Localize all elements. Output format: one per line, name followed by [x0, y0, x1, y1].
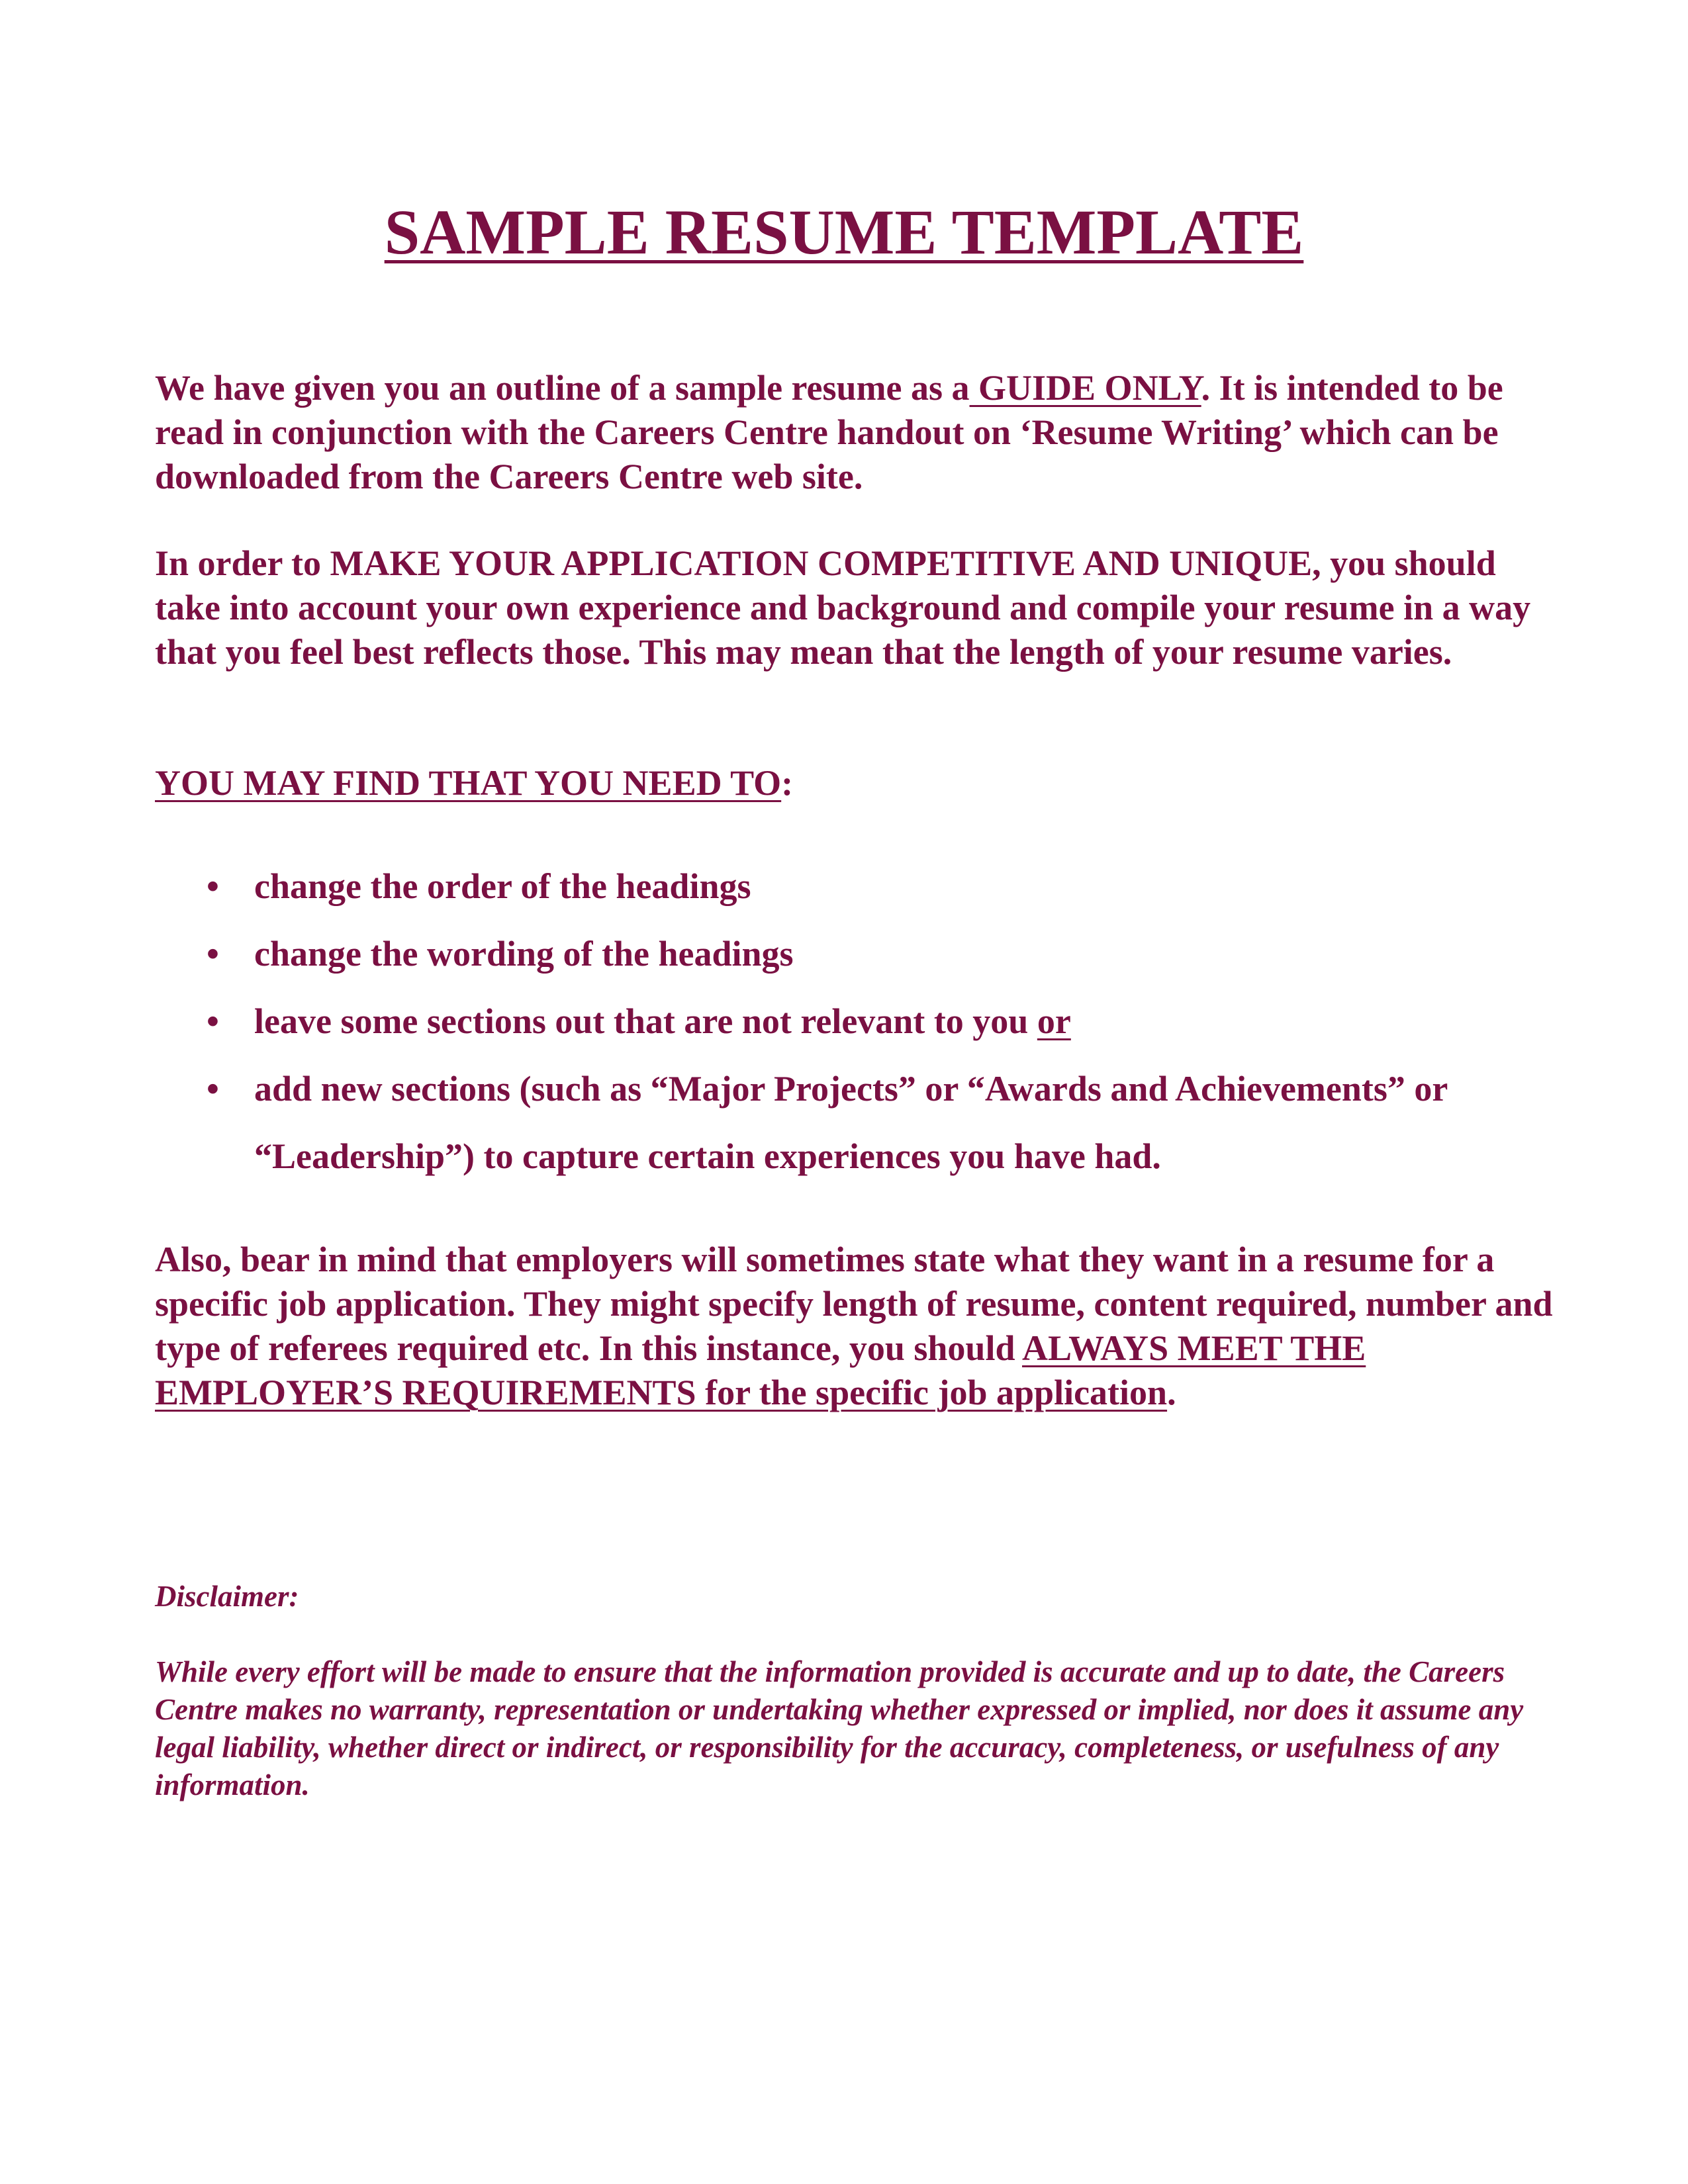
intro-text-before: We have given you an outline of a sample resume as a [155, 368, 970, 408]
disclaimer-text: While every effort will be made to ensure that the information provided is accurate and up to date, the Careers Centre makes no warranty, representation or undertaking whether expressed or implied, nor does it assume any legal liability, whether direct or indirect, or responsibility for the accuracy, completeness, or usefulness of any information. [155, 1655, 1524, 1801]
list-item [155, 987, 1558, 1055]
list-item-text: change the wording of the headings [254, 934, 794, 974]
bullet-icon: • [207, 1069, 219, 1109]
need-to-heading-colon: : [781, 763, 794, 803]
also-end: . [1167, 1373, 1176, 1412]
bullet-icon: • [207, 866, 219, 906]
list-item-text: leave some sections out that are not relevant to you [254, 1001, 1037, 1041]
intro-paragraph [155, 366, 1558, 499]
page-title-text: SAMPLE RESUME TEMPLATE [384, 197, 1304, 267]
need-to-heading [155, 761, 1558, 805]
need-to-heading-label: YOU MAY FIND THAT YOU NEED TO [155, 763, 782, 803]
also-text: Also, bear in mind that employers will sometimes state what they want in a resume for a specific job application. They might specify length of resume, content required, number and type of referees required etc. In this instance, you should [155, 1240, 1553, 1368]
always-meet-emphasis: ALWAYS MEET THE EMPLOYER’S REQUIREMENTS for the specific job application [155, 1328, 1366, 1412]
page-title [0, 197, 1688, 267]
list-item [155, 1055, 1558, 1190]
suggestions-list [155, 852, 1558, 1190]
competitive-paragraph: In order to MAKE YOUR APPLICATION COMPETITIVE AND UNIQUE, you should take into account your own experience and background and compile your resume in a way that you feel best reflects those. This may mean that the length of your resume varies. [155, 543, 1531, 672]
list-item [155, 852, 1558, 920]
or-emphasis: or [1037, 1001, 1071, 1041]
bullet-icon: • [207, 1001, 219, 1041]
disclaimer-label: Disclaimer: [155, 1580, 299, 1613]
list-item-text: add new sections (such as “Major Projects” or “Awards and Achievements” or “Leadership”) to capture certain experiences you have had. [254, 1069, 1448, 1176]
intro-text-after: . It is intended to be read in conjunction with the Careers Centre handout on ‘Resume Writing’ which can be downloaded from the Careers Centre web site. [155, 368, 1503, 496]
bullet-icon: • [207, 934, 219, 974]
list-item [155, 920, 1558, 987]
guide-only-emphasis: GUIDE ONLY [969, 368, 1201, 408]
employer-requirements-paragraph [155, 1238, 1558, 1415]
list-item-text: change the order of the headings [254, 866, 751, 906]
